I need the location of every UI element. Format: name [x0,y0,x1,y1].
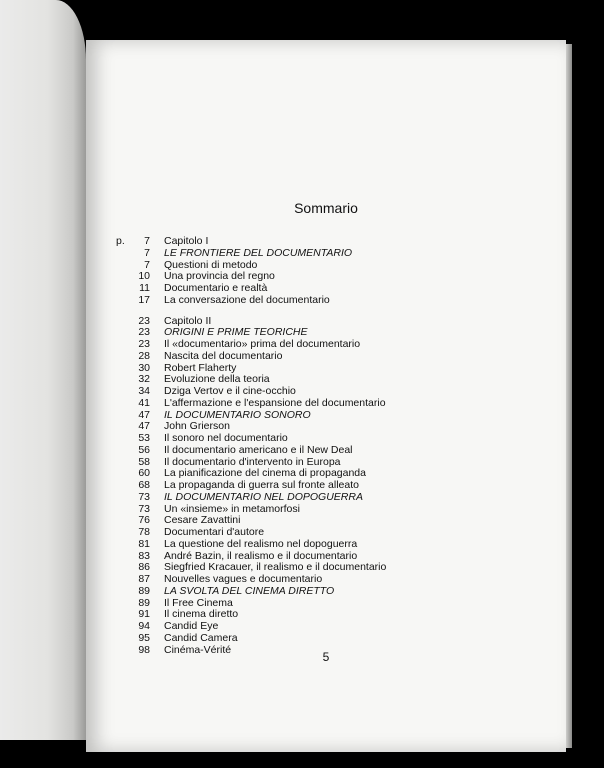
toc-entry-text: Il documentario d'intervento in Europa [164,455,341,468]
toc-entry-text: Un «insieme» in metamorfosi [164,502,300,515]
toc-entry-text: Capitolo II [164,314,212,327]
toc-entry-text: Robert Flaherty [164,361,237,374]
toc-page-number: 78 [138,526,150,538]
toc-page-number: 91 [138,608,150,621]
toc-entry-text: Evoluzione della teoria [164,373,270,386]
toc-page-number: 34 [138,385,150,397]
toc-page-number: 53 [138,432,150,444]
toc-entry-text: Il cinema diretto [164,608,239,621]
toc-page-number: 17 [138,293,150,306]
toc-section-heading: LE FRONTIERE DEL DOCUMENTARIO [164,246,353,259]
toc-page-number: 7 [144,258,150,271]
toc-page-number: 60 [138,467,150,480]
toc-page-number: 89 [138,596,150,609]
toc-entry-text: Il «documentario» prima del documentario [164,338,361,350]
toc-entry-text: Capitolo I [164,235,209,247]
toc-page-number: 10 [138,270,150,283]
toc-page-number: 47 [138,408,150,421]
right-page [86,40,566,752]
toc-entry-text: John Grierson [164,420,230,433]
toc-page-number: 94 [138,620,150,632]
toc-page-number: 23 [138,326,150,339]
toc-entry-text: La conversazione del documentario [164,293,330,306]
toc-page-number: 23 [138,314,150,327]
toc-page-number: 7 [144,246,150,259]
toc-entry-text: Nascita del documentario [164,349,283,362]
toc-entry-text: André Bazin, il realismo e il documentario [164,549,358,562]
toc-entry-text: La questione del realismo nel dopoguerra [164,537,358,550]
toc-entry-text: Il Free Cinema [164,596,233,609]
toc-entry-text: L'affermazione e l'espansione del documentario [164,396,386,409]
toc-entry-text: Candid Eye [164,620,219,632]
toc-section-heading: IL DOCUMENTARIO NEL DOPOGUERRA [164,490,363,503]
left-page [0,0,86,740]
toc-entry-text: Documentari d'autore [164,526,265,538]
toc-page-number: 87 [138,573,150,585]
toc-entry-text: Il sonoro nel documentario [164,432,288,444]
toc-entry-text: Questioni di metodo [164,258,258,271]
toc-section-heading: IL DOCUMENTARIO SONORO [164,408,311,421]
toc-page-number: 68 [138,479,150,491]
page-edge [566,44,572,748]
toc-page-number: 89 [138,584,150,597]
toc-section-heading: LA SVOLTA DEL CINEMA DIRETTO [164,584,335,597]
table-of-contents [116,236,536,656]
toc-page-number: 28 [138,349,150,362]
toc-entry-text: Candid Camera [164,631,238,644]
toc-page-number: 11 [139,282,150,294]
toc-page-number: 58 [138,455,150,468]
toc-page-number: 73 [138,490,150,503]
toc-page-number: 41 [138,396,150,409]
toc-page-number: 7 [144,235,150,247]
page-prefix: p. [116,235,125,247]
toc-page-number: 98 [138,643,150,656]
toc-page-number: 23 [138,338,150,350]
toc-entry-text: Cinéma-Vérité [164,643,232,656]
toc-entry-text: Nouvelles vagues e documentario [164,573,323,585]
toc-entry-text: Cesare Zavattini [164,514,241,527]
toc-page-number: 47 [138,420,150,433]
toc-page-number: 83 [138,549,150,562]
toc-page-number: 73 [138,502,150,515]
toc-page-number: 95 [138,631,150,644]
toc-entry-text: Dziga Vertov e il cine-occhio [164,385,296,397]
page-title: Sommario [294,200,358,216]
toc-page-number: 32 [138,373,150,386]
toc-entry-text: La pianificazione del cinema di propaganda [164,467,366,480]
toc-page-number: 56 [138,443,150,456]
toc-entry-text: Siegfried Kracauer, il realismo e il documentario [164,561,387,574]
toc-entry-text: Documentario e realtà [164,282,268,294]
toc-section-heading: ORIGINI E PRIME TEORICHE [164,326,308,339]
toc-page-number: 86 [138,561,150,574]
page-number: 5 [322,650,330,664]
toc-page-number: 81 [138,537,150,550]
toc-entry-text: La propaganda di guerra sul fronte alleato [164,479,359,491]
toc-page-number: 76 [138,514,150,527]
toc-entry-text: Il documentario americano e il New Deal [164,443,353,456]
toc-page-number: 30 [138,361,150,374]
toc-entry-text: Una provincia del regno [164,270,275,283]
